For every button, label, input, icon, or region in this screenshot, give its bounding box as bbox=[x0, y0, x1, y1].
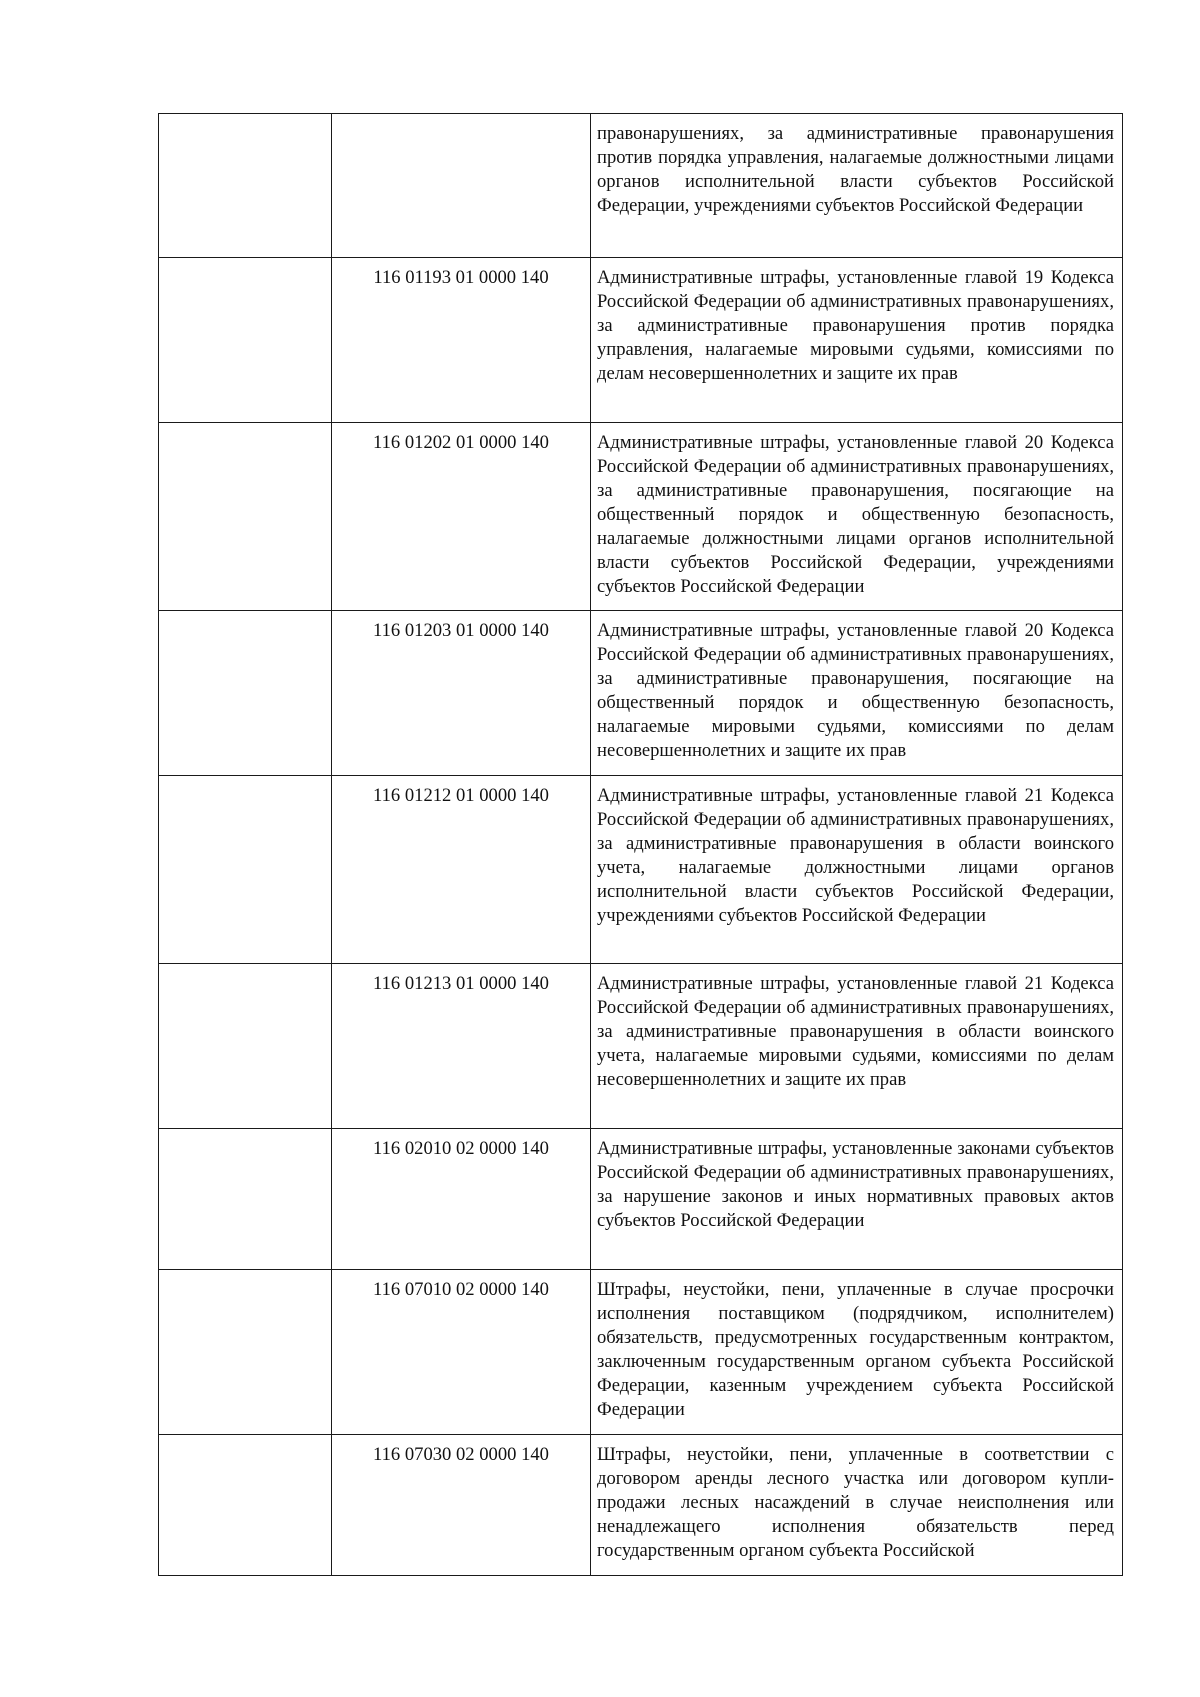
admin-code-cell bbox=[159, 114, 332, 258]
admin-code-cell bbox=[159, 1129, 332, 1270]
description-cell: Административные штрафы, установленные главой 20 Кодекса Российской Федерации об административных правонарушениях, за административные правонарушения, посягающие на общественный порядок и общественную безопасность, налагаемые мировыми судьями, комиссиями по делам несовершеннолетних и защите их прав bbox=[591, 611, 1123, 776]
revenue-code-cell: 116 01213 01 0000 140 bbox=[332, 964, 591, 1129]
description-cell: Штрафы, неустойки, пени, уплаченные в случае просрочки исполнения поставщиком (подрядчиком, исполнителем) обязательств, предусмотренных государственным контрактом, заключенным государственным органом субъекта Российской Федерации, казенным учреждением субъекта Российской Федерации bbox=[591, 1270, 1123, 1435]
admin-code-cell bbox=[159, 423, 332, 611]
description-cell: Административные штрафы, установленные главой 21 Кодекса Российской Федерации об административных правонарушениях, за административные правонарушения в области воинского учета, налагаемые мировыми судьями, комиссиями по делам несовершеннолетних и защите их прав bbox=[591, 964, 1123, 1129]
table-row bbox=[159, 611, 1123, 776]
admin-code-cell bbox=[159, 964, 332, 1129]
revenue-code-cell: 116 07030 02 0000 140 bbox=[332, 1435, 591, 1576]
admin-code-cell bbox=[159, 1270, 332, 1435]
revenue-code-cell: 116 01203 01 0000 140 bbox=[332, 611, 591, 776]
revenue-code-cell: 116 01193 01 0000 140 bbox=[332, 258, 591, 423]
description-cell: Административные штрафы, установленные главой 20 Кодекса Российской Федерации об административных правонарушениях, за административные правонарушения, посягающие на общественный порядок и общественную безопасность, налагаемые должностными лицами органов исполнительной власти субъектов Российской Федерации, учреждениями субъектов Российской Федерации bbox=[591, 423, 1123, 611]
revenue-code-cell: 116 02010 02 0000 140 bbox=[332, 1129, 591, 1270]
table-row bbox=[159, 1435, 1123, 1576]
description-cell: Административные штрафы, установленные главой 19 Кодекса Российской Федерации об административных правонарушениях, за административные правонарушения против порядка управления, налагаемые мировыми судьями, комиссиями по делам несовершеннолетних и защите их прав bbox=[591, 258, 1123, 423]
admin-code-cell bbox=[159, 1435, 332, 1576]
table-row bbox=[159, 964, 1123, 1129]
description-cell: Штрафы, неустойки, пени, уплаченные в соответствии с договором аренды лесного участка или договором купли-продажи лесных насаждений в случае неисполнения или ненадлежащего исполнения обязательств перед государственным органом субъекта Российской bbox=[591, 1435, 1123, 1576]
table-row bbox=[159, 258, 1123, 423]
description-cell: правонарушениях, за административные правонарушения против порядка управления, налагаемые должностными лицами органов исполнительной власти субъектов Российской Федерации, учреждениями субъектов Российской Федерации bbox=[591, 114, 1123, 258]
table-row bbox=[159, 776, 1123, 964]
admin-code-cell bbox=[159, 258, 332, 423]
revenue-codes-table bbox=[158, 113, 1123, 1576]
table-row bbox=[159, 1270, 1123, 1435]
description-cell: Административные штрафы, установленные законами субъектов Российской Федерации об административных правонарушениях, за нарушение законов и иных нормативных правовых актов субъектов Российской Федерации bbox=[591, 1129, 1123, 1270]
table-row bbox=[159, 114, 1123, 258]
description-cell: Административные штрафы, установленные главой 21 Кодекса Российской Федерации об административных правонарушениях, за административные правонарушения в области воинского учета, налагаемые должностными лицами органов исполнительной власти субъектов Российской Федерации, учреждениями субъектов Российской Федерации bbox=[591, 776, 1123, 964]
revenue-code-cell: 116 01202 01 0000 140 bbox=[332, 423, 591, 611]
revenue-code-cell: 116 01212 01 0000 140 bbox=[332, 776, 591, 964]
table-row bbox=[159, 1129, 1123, 1270]
admin-code-cell bbox=[159, 611, 332, 776]
revenue-code-cell: 116 07010 02 0000 140 bbox=[332, 1270, 591, 1435]
revenue-code-cell bbox=[332, 114, 591, 258]
admin-code-cell bbox=[159, 776, 332, 964]
table-row bbox=[159, 423, 1123, 611]
